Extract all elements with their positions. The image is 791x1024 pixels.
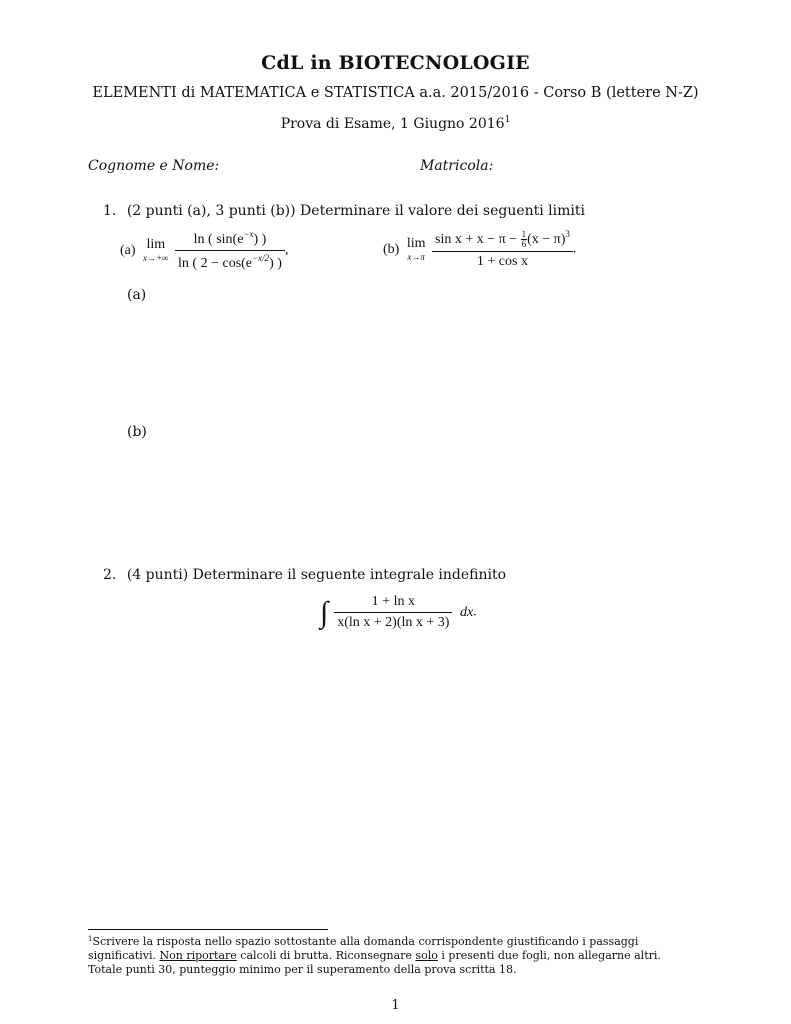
limit-a-trailing: , [284,242,289,258]
limit-b-fraction [432,229,573,270]
limit-b-coef-den: 6 [521,239,527,250]
limit-a-num-text: ln ( sin(e [193,232,244,247]
exam-date [0,115,791,132]
limit-b-numerator [432,229,573,252]
limit-a-subscript: x→+∞ [143,253,169,263]
integral-expression [320,594,477,631]
exam-date-text: Prova di Esame, 1 Giugno 2016 [280,116,505,132]
footnote-mark: 1 [88,935,93,943]
limit-a-lim-word: lim [146,237,166,252]
limit-a-fraction [175,229,285,272]
limit-a-num-exponent: −x [243,229,254,239]
question-2-text: (4 punti) Determinare il seguente integrale indefinito [126,567,507,583]
question-2 [103,567,506,583]
question-1-text: (2 punti (a), 3 punti (b)) Determinare il valore dei seguenti limiti [126,203,585,219]
limit-a-den-end: ) ) [269,256,282,271]
limit-b-num-exponent: 3 [565,229,570,239]
limit-b [383,229,576,270]
limit-b-label: (b) [383,241,400,257]
limit-b-num-start: sin x + x − π − [435,232,518,247]
integral-denominator: x(ln x + 2)(ln x + 3) [337,615,450,630]
footnote-rule [88,929,328,930]
footnote-reference: 1 [504,115,511,125]
footnote-text-3: i presenti due fogli, non allegarne altri. Totale punti 30, punteggio minimo per il superamento della prova scritta 18. [88,949,661,976]
footnote-text-1: Scrivere la risposta nello spazio sottostante alla domanda corrispondente giustificando i passaggi significativi. [88,935,639,962]
limit-b-denominator: 1 + cos x [476,254,528,270]
course-subtitle: ELEMENTI di MATEMATICA e STATISTICA a.a. 2015/2016 - Corso B (lettere N-Z) [92,85,699,101]
limit-b-trailing: . [572,241,577,257]
limit-a [120,229,288,272]
footnote-underlined-2: solo [415,949,438,962]
name-field-label: Cognome e Nome: [88,158,220,174]
limit-b-operator [407,237,426,262]
limit-a-denominator [175,251,285,272]
footnote-text-2: calcoli di brutta. Riconsegnare [236,949,416,962]
question-1 [103,203,585,219]
limit-a-den-exponent: −x/2 [252,253,270,263]
limit-b-coef-num: 1 [521,229,527,240]
limit-a-operator [143,238,168,263]
limit-a-num-end: ) ) [253,232,267,247]
footnote [88,932,698,977]
answer-b-label: (b) [127,424,147,440]
integral-trailing: . [473,604,477,620]
integral-fraction [334,594,452,631]
limit-a-numerator [175,229,285,251]
page-number: 1 [391,998,400,1013]
limit-b-lim-word: lim [406,236,426,252]
limit-b-subscript: x→π [407,252,425,263]
integral-differential: dx [459,604,474,620]
limit-b-num-end: (x − π) [527,232,566,247]
question-2-number: 2. [103,567,117,583]
id-field-label: Matricola: [420,158,494,174]
limit-a-den-text: ln ( 2 − cos(e [178,256,253,271]
question-1-number: 1. [103,203,117,219]
integral-numerator: 1 + ln x [334,594,452,613]
document-title: CdL in BIOTECNOLOGIE [261,52,530,74]
integral-sign: ∫ [320,595,329,629]
limit-a-label: (a) [120,242,136,258]
footnote-underlined-1: Non riportare [159,949,237,962]
answer-a-label: (a) [127,287,147,303]
